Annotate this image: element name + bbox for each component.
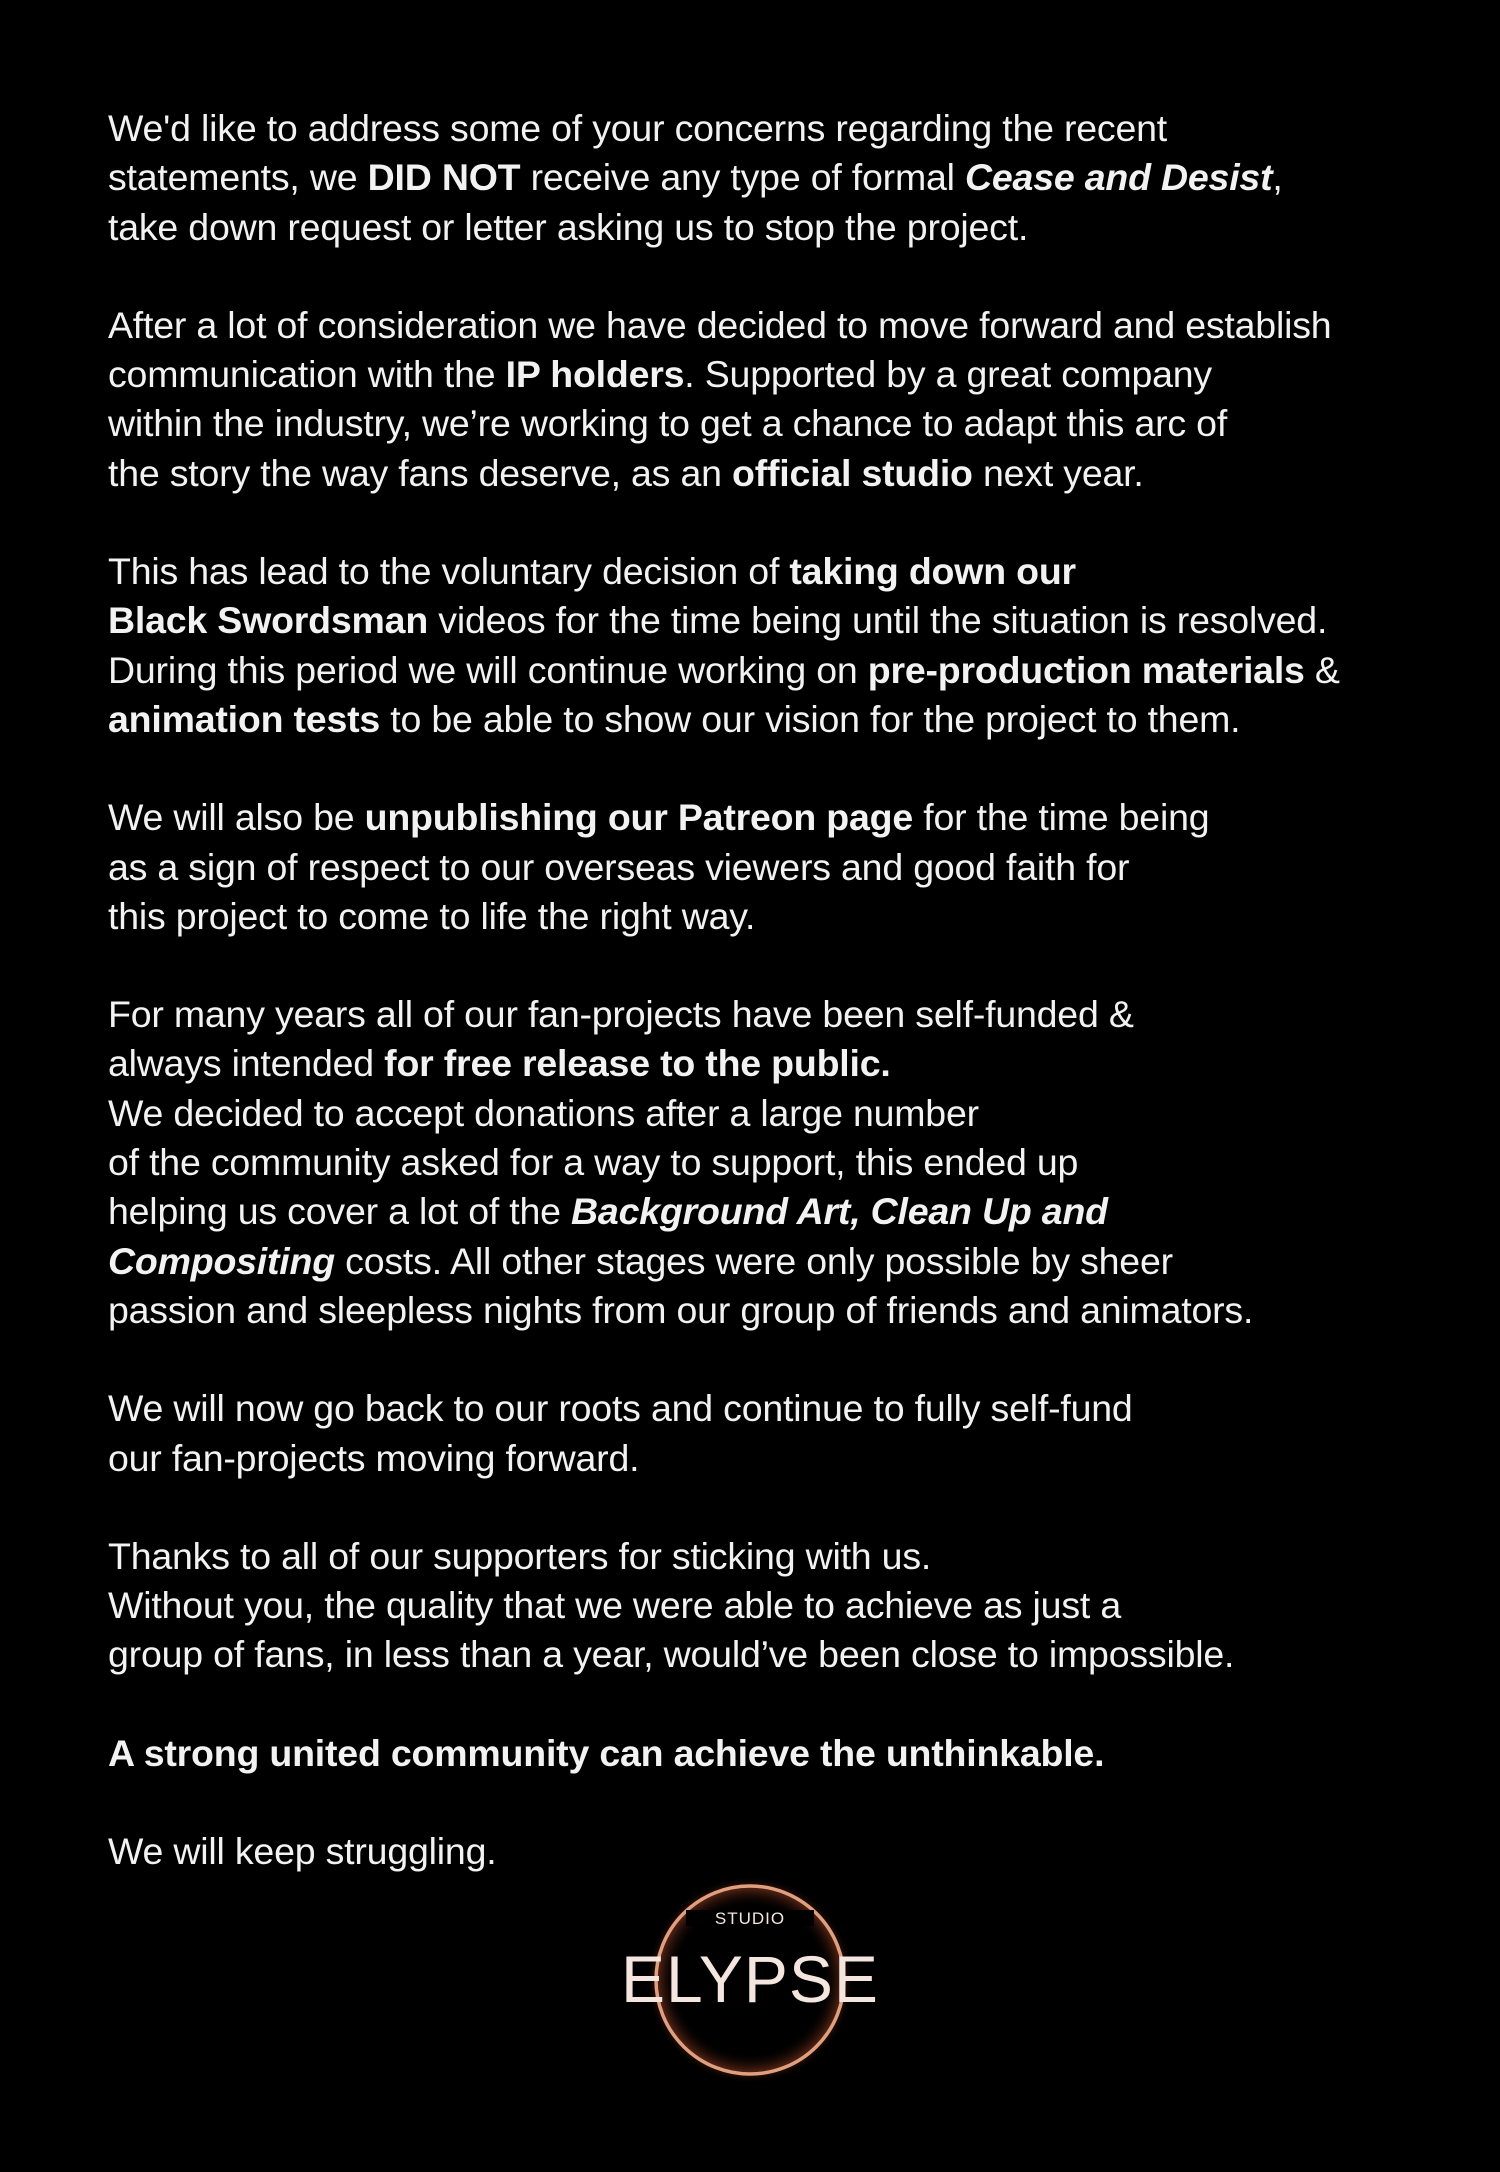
body-text: as a sign of respect to our overseas viewers and good faith for [108, 845, 1130, 888]
statement-line [108, 1039, 1488, 1088]
emphasis-text: taking down our [789, 550, 1076, 593]
statement-paragraph [108, 104, 1488, 252]
body-text: We will also be [108, 796, 365, 839]
statement-line [108, 1581, 1488, 1630]
emphasis-text: DID NOT [367, 156, 521, 199]
body-text: Thanks to all of our supporters for sticking with us. [108, 1534, 932, 1577]
emphasis-text: Black Swordsman [108, 599, 429, 642]
body-text: this project to come to life the right way. [108, 894, 756, 937]
body-text: & [1304, 648, 1340, 691]
emphasis-text: official studio [732, 451, 973, 494]
body-text: We'd like to address some of your concerns regarding the recent [108, 107, 1168, 149]
statement-line [108, 449, 1488, 498]
statement-line [108, 1532, 1488, 1581]
statement-line [108, 892, 1488, 941]
statement-line [108, 350, 1488, 399]
statement-paragraph [108, 1384, 1488, 1483]
statement-line [108, 695, 1488, 744]
body-text: our fan-projects moving forward. [108, 1436, 640, 1479]
statement-line [108, 1286, 1488, 1335]
logo-name-text: ELYPSE [621, 1942, 879, 2016]
emphasis-text: IP holders [505, 353, 685, 396]
body-text: . Supported by a great company [684, 353, 1212, 396]
body-text: , [1272, 156, 1283, 199]
body-text: for the time being [913, 796, 1210, 839]
emphasis-text: for free release to the public. [384, 1042, 891, 1085]
statement-line [108, 1434, 1488, 1483]
body-text: During this period we will continue working on [108, 648, 868, 691]
body-text: costs. All other stages were only possible by sheer [334, 1239, 1173, 1282]
emphasis-text: unpublishing our Patreon page [364, 796, 914, 839]
emphasis-text: Cease and Desist [965, 156, 1273, 199]
body-text: of the community asked for a way to support, this ended up [108, 1141, 1079, 1184]
statement-paragraph [108, 301, 1488, 498]
body-text: For many years all of our fan-projects have been self-funded & [108, 993, 1134, 1036]
body-text: the story the way fans deserve, as an [108, 451, 732, 494]
statement-paragraph [108, 990, 1488, 1335]
body-text: This has lead to the voluntary decision of [108, 550, 790, 593]
body-text: helping us cover a lot of the [108, 1190, 572, 1233]
body-text: communication with the [108, 353, 506, 396]
body-text: statements, we [108, 156, 368, 199]
emphasis-text: animation tests [108, 697, 381, 740]
statement-line [108, 990, 1488, 1039]
statement-line [108, 203, 1488, 252]
body-text: We decided to accept donations after a large number [108, 1091, 979, 1134]
body-text: We will keep struggling. [108, 1830, 497, 1873]
statement-line [108, 301, 1488, 350]
statement-line [108, 1138, 1488, 1187]
statement-line [108, 646, 1488, 695]
body-text: Without you, the quality that we were able to achieve as just a [108, 1584, 1121, 1627]
statement-paragraph [108, 1532, 1488, 1680]
body-text: passion and sleepless nights from our group of friends and animators. [108, 1288, 1254, 1331]
logo-graphic [590, 1870, 910, 2090]
statement-line [108, 399, 1488, 448]
statement-paragraph [108, 793, 1488, 941]
body-text: videos for the time being until the situation is resolved. [428, 599, 1328, 642]
statement-paragraph [108, 547, 1488, 744]
studio-logo [590, 1870, 910, 2090]
logo-studio-text: STUDIO [714, 1909, 786, 1928]
statement-line [108, 1089, 1488, 1138]
body-text: next year. [972, 451, 1144, 494]
statement-line [108, 1237, 1488, 1286]
body-text: We will now go back to our roots and continue to fully self-fund [108, 1387, 1133, 1430]
statement-line [108, 793, 1488, 842]
statement-line [108, 843, 1488, 892]
statement-paragraph [108, 1729, 1488, 1778]
statement-line [108, 596, 1488, 645]
statement-line [108, 1827, 1488, 1876]
statement-line [108, 1729, 1488, 1778]
body-text: within the industry, we’re working to get a chance to adapt this arc of [108, 402, 1228, 445]
emphasis-text: Background Art, Clean Up and [571, 1190, 1108, 1233]
statement-line [108, 547, 1488, 596]
body-text: take down request or letter asking us to stop the project. [108, 205, 1029, 248]
body-text: After a lot of consideration we have decided to move forward and establish [108, 303, 1332, 346]
statement-line [108, 1384, 1488, 1433]
statement-line [108, 153, 1488, 202]
body-text: group of fans, in less than a year, would’ve been close to impossible. [108, 1633, 1235, 1676]
statement-line [108, 1630, 1488, 1679]
body-text: receive any type of formal [520, 156, 965, 199]
statement-line [108, 1187, 1488, 1236]
body-text: always intended [108, 1042, 385, 1085]
body-text: to be able to show our vision for the project to them. [380, 697, 1241, 740]
statement-paragraph [108, 1827, 1488, 1876]
emphasis-text: A strong united community can achieve the unthinkable. [108, 1731, 1105, 1774]
statement-line [108, 104, 1488, 153]
emphasis-text: Compositing [108, 1239, 335, 1282]
emphasis-text: pre-production materials [867, 648, 1305, 691]
statement-body [108, 104, 1488, 1876]
